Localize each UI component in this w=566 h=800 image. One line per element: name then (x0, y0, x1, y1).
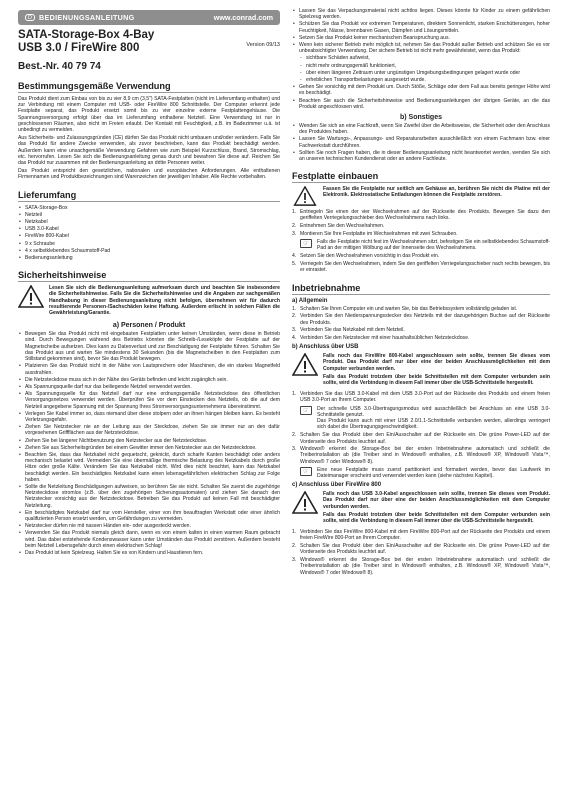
usb-warning-text-1: Falls noch das FireWire 800-Kabel angeschlossen sein sollte, trennen Sie dieses vom Produkt. Das Produkt darf nur über eine der beiden Anschlussmöglichkeiten mit dem Computer verbunden werden. (323, 353, 550, 372)
product-title-line2: USB 3.0 / FireWire 800 (18, 42, 140, 54)
operation-steps-a (292, 306, 550, 342)
list-item: 1. Entriegeln Sie einen der vier Wechselrahmen auf der Rückseite des Produkts. Bewegen Sie dazu den geriffelten Verriegelungsschieber des Wechselrahmens nach links. (292, 209, 550, 222)
usb-note-2 (300, 467, 550, 479)
firewire-warning (292, 491, 550, 526)
list-item: • Ziehen Sie Netzstecker nie an der Leitung aus der Steckdose, ziehen Sie sie immer nur an den dafür vorgesehenen Griffflächen aus der Netzsteckdose. (18, 424, 280, 436)
operation-sub-b: b) Anschluss über USB (292, 344, 359, 351)
usb-warning (292, 353, 550, 388)
safety-warning-text: Lesen Sie sich die Bedienungsanleitung aufmerksam durch und beachten Sie insbesondere die Sicherheitshinweise. Falls Sie die Sicherheitshinweise und die Angaben zur sachgemäßen Handhabung in dieser Bedienungsanleitung nicht befolgen, übernehmen wir für dadurch resultierende Personen-/Sachschäden keine Haftung. Außerdem erlischt in solchen Fällen die Gewährleistung/Garantie. (49, 285, 280, 317)
hand-pointer-icon: ☞ (300, 467, 312, 476)
article-number: Best.-Nr. 40 79 74 (18, 61, 101, 72)
product-header (18, 29, 280, 72)
safety-heading: Sicherheitshinweise (18, 270, 280, 282)
list-item: 3. Verbinden Sie das Netzkabel mit dem Netzteil. (292, 327, 405, 334)
right-column (292, 8, 550, 577)
intended-use-p1: Das Produkt dient zum Einbau von bis zu vier 8,9 cm (3,5") SATA-Festplatten (nicht im Lieferumfang enthalten) und zur Verbindung mit einem Computer mit USB- oder FireWire 800 Schnittstelle. Der Computer erkennt jede Festplatte separat, das Produkt ersetzt somit bis zu vier einzelne externe Festplattengehäuse. Die Spannungsversorgung erfolgt über das im Lieferumfang enthaltene Netzteil. Eine Verwendung ist nur in geschlossenen Räumen, also nicht im Freien erlaubt. Der Kontakt mit Feuchtigkeit, z.B. im Badezimmer u.ä. ist unbedingt zu vermeiden. (18, 96, 280, 134)
list-item: • USB 3.0-Kabel (18, 226, 280, 232)
firewire-steps (292, 529, 550, 575)
list-item: • Setzen Sie das Produkt keiner mechanischen Beanspruchung aus. (292, 35, 550, 41)
list-item: • FireWire 800-Kabel (18, 233, 280, 239)
list-item: • Das Produkt ist kein Spielzeug. Halten Sie es von Kindern und Haustieren fern. (18, 550, 280, 556)
warning-triangle-icon (18, 285, 44, 308)
list-item: • Gehen Sie vorsichtig mit dem Produkt um. Durch Stöße, Schläge oder dem Fall aus bereits geringer Höhe wird es beschädigt. (292, 84, 550, 96)
list-item: • Lassen Sie das Verpackungsmaterial nicht achtlos liegen. Dieses könnte für Kinder zu einem gefährlichen Spielzeug werden. (292, 8, 550, 20)
list-item: • Die Netzsteckdose muss sich in der Nähe des Geräts befinden und leicht zugänglich sein. (18, 377, 280, 383)
intended-use-p3: Das Produkt entspricht den gesetzlichen, nationalen und europäischen Anforderungen. Alle enthaltenen Firmennamen und Produktbezeichnungen sind Warenzeichen der jeweiligen Inhaber. Alle Rechte vorbehalten. (18, 168, 280, 181)
usb-note-text-2: Das Produkt kann auch mit einer USB 2.0/1.1-Schnittstelle verbunden werden, allerdings verringert sich dabei die Übertragungsgeschwindigkeit. (317, 417, 550, 431)
usb-note-text-1: Der schnelle USB 3.0-Übertragungsmodus wird ausschließlich bei Anschluss an eine USB 3.0-Schnittstelle genutzt. (317, 405, 550, 418)
list-item: - über einen längeren Zeitraum unter ungünstigen Umgebungsbedingungen gelagert wurde oder (292, 70, 550, 76)
list-item: • Verwenden Sie das Produkt niemals gleich dann, wenn es von einem kalten in einen warmen Raum gebracht wird. Das dabei entstehende Kondenswasser kann unter Umständen das Produkt zerstören. Außerdem besteht beim Netzteil Lebensgefahr durch einen elektrischen Schlag! (18, 530, 280, 549)
hand-pointer-icon: ☞ (300, 406, 312, 415)
install-warning (292, 186, 550, 206)
version-label: Version 09/13 (246, 42, 280, 48)
list-item: 3. Montieren Sie Ihre Festplatte im Wechselrahmen mit zwei Schrauben. (292, 230, 458, 237)
list-item: • Bedienungsanleitung (18, 255, 280, 261)
list-item: 2. Schalten Sie das Produkt über den Ein/Ausschalter auf der Rückseite ein. Die grüne Power-LED auf der Vorderseite des Produkts leuchtet auf. (292, 543, 550, 556)
list-item: • Als Spannungsquelle für das Netzteil darf nur eine ordnungsgemäße Netzsteckdose des öffentlichen Versorgungsnetzes verwendet werden. Überprüfen Sie vor dem Einstecken des Netzteils, ob die auf dem Netzteil angegebene Spannung mit der Spannung Ihres Stromversorgungsunternehmens übereinstimmt. (18, 391, 280, 410)
manual-icon: D (25, 14, 35, 21)
list-item: • Beachten Sie, dass das Netzkabel nicht gequetscht, geknickt, durch scharfe Kanten beschädigt oder anders mechanisch belastet wird. Vermeiden Sie eine übermäßige thermische Belastung des Netzkabels durch große Hitze oder große Kälte. Verändern Sie das Netzkabel nicht. Wird dies nicht beachtet, kann das Netzkabel beschädigt werden. Ein beschädigtes Netzkabel kann einen lebensgefährlichen elektrischen Schlag zur Folge haben. (18, 452, 280, 483)
list-item: • Verlegen Sie Kabel immer so, dass niemand über diese stolpern oder an ihnen hängen bleiben kann. Es besteht Verletzungsgefahr. (18, 411, 280, 423)
list-item: 5. Verriegeln Sie den Wechselrahmen, indem Sie den geriffelten Verriegelungsschieber nach rechts bewegen, bis er einrastet. (292, 261, 550, 274)
list-item: • Wenn kein sicherer Betrieb mehr möglich ist, nehmen Sie das Produkt außer Betrieb und schützen Sie es vor unbeabsichtigter Verwendung. Der sichere Betrieb ist nicht mehr gewährleistet, wenn das Produkt: (292, 42, 550, 54)
safety-sub-b: b) Sonstiges (399, 114, 442, 122)
list-item: • Sollten Sie noch Fragen haben, die in dieser Bedienungsanleitung nicht beantwortet werden, wenden Sie sich an unseren technischen Kundendienst oder an andere Fachleute. (292, 150, 550, 162)
safety-warning (18, 285, 280, 318)
install-warning-text: Fassen Sie die Festplatte nur seitlich am Gehäuse an, berühren Sie nicht die Platine mit der Elektronik. Elektrostatische Entladungen können die Festplatte zerstören. (323, 186, 550, 199)
list-item: 2. Verbinden Sie den Niederspannungsstecker des Netzteils mit der dazugehörigen Buchse auf der Rückseite des Produkts. (292, 313, 550, 326)
header-title: BEDIENUNGSANLEITUNG (39, 13, 135, 22)
warning-triangle-icon (292, 491, 318, 514)
list-item: - sichtbare Schäden aufweist, (292, 55, 550, 61)
header-bar (18, 10, 280, 25)
list-item: • 9 x Schraube (18, 241, 280, 247)
list-item: 2. Schalten Sie das Produkt über den Ein/Ausschalter auf der Rückseite ein. Die grüne Power-LED auf der Vorderseite des Produkts leuchtet auf. (292, 432, 550, 445)
list-item: - nicht mehr ordnungsgemäß funktioniert, (292, 63, 550, 69)
usb-steps (292, 391, 550, 403)
firewire-warning-text-2: Falls das Produkt trotzdem über beide Schnittstellen mit dem Computer verbunden sein sollte, wird die Verbindung in diesem Fall immer über die USB-Schnittstelle hergestellt. (323, 511, 550, 525)
list-item: • Platzieren Sie das Produkt nicht in der Nähe von Lautsprechern oder Maschinen, die ein starkes Magnetfeld ausstrahlen. (18, 363, 280, 375)
list-item: • Beachten Sie auch die Sicherheitshinweise und Bedienungsanleitungen der übrigen Geräte, an die das Produkt angeschlossen wird. (292, 98, 550, 110)
list-item: • SATA-Storage-Box (18, 205, 280, 211)
usb-warning-text-2: Falls das Produkt trotzdem über beide Schnittstellen mit dem Computer verbunden sein sollte, wird die Verbindung in diesem Fall immer über die USB-Schnittstelle hergestellt. (323, 373, 550, 386)
list-item: • Netzkabel (18, 219, 280, 225)
list-item: • Bewegen Sie das Produkt nicht mit eingebauten Festplatten unter keinen Umständen, wenn diese in Betrieb sind. Durch Bewegungen während des Betriebs könnten die Schreib-/Leseköpfe der Festplatte auf der Magnetscheibe aufsetzen. Dies kann zu Datenverlust und zur Beschädigung der Festplatte führen. Schalten Sie das Produkt aus und warten Sie mindestens 30 Sekunden (bis die Magnetscheiben in den Festplatten zum Stillstand gekommen sind), bevor Sie das Produkt bewegen. (18, 331, 280, 362)
left-column (18, 29, 280, 557)
usb-note-2-text: Eine neue Festplatte muss zuerst partitioniert und formatiert werden, bevor das Laufwerk im Dateimanager erscheint und verwendet werden kann (siehe nächstes Kapitel). (317, 466, 550, 480)
list-item: • Ziehen Sie bei längerer Nichtbenutzung den Netzstecker aus der Netzsteckdose. (18, 438, 280, 444)
delivery-list (18, 205, 280, 262)
safety-sub-a: a) Personen / Produkt (112, 322, 186, 330)
list-item: 4. Setzen Sie den Wechselrahmen vorsichtig in das Produkt ein. (292, 253, 440, 260)
install-steps-2 (292, 253, 550, 273)
hand-pointer-icon: ☞ (300, 239, 312, 248)
safety-list-a-continued (292, 8, 550, 54)
delivery-heading: Lieferumfang (18, 190, 280, 202)
operation-sub-a: a) Allgemein (292, 297, 328, 304)
list-item: • Ziehen Sie aus Sicherheitsgründen bei einem Gewitter immer den Netzstecker aus der Netzsteckdose. (18, 445, 280, 451)
firewire-warning-text-1: Falls noch das USB 3.0-Kabel angeschlossen sein sollte, trennen Sie dieses vom Produkt. Das Produkt darf nur über eine der beiden Anschlussmöglichkeiten mit dem Computer verbunden werden. (323, 491, 550, 510)
safety-list-b (292, 123, 550, 162)
list-item: • Wenden Sie sich an eine Fachkraft, wenn Sie Zweifel über die Arbeitsweise, die Sicherheit oder den Anschluss des Produktes haben. (292, 123, 550, 135)
list-item: 3. Windows® erkennt die Storage-Box bei der ersten Inbetriebnahme automatisch und schließt die Treiberinstallation ab (die Treiber sind in Windows® enthalten, z.B. Windows® XP, Windows® Vista™, Windows® 7 oder Windows® 8). (292, 557, 550, 576)
list-item: • Netzstecker dürfen nie mit nassen Händen ein- oder ausgesteckt werden. (18, 523, 280, 529)
list-item: • Netzteil (18, 212, 280, 218)
operation-sub-c: c) Anschluss über FireWire 800 (292, 482, 382, 489)
safety-list-a-continued-2 (292, 84, 550, 110)
operation-heading: Inbetriebnahme (292, 283, 550, 295)
intended-use-heading: Bestimmungsgemäße Verwendung (18, 81, 280, 93)
list-item: • Schützen Sie das Produkt vor extremen Temperaturen, direktem Sonnenlicht, starken Erschütterungen, hoher Feuchtigkeit, Nässe, brennbaren Gasen, Dämpfen und Lösungsmitteln. (292, 21, 550, 33)
list-item: • Ein beschädigtes Netzkabel darf nur vom Hersteller, einer von ihm beauftragten Werkstatt oder einer ähnlich qualifizierten Person ersetzt werden, um Gefährdungen zu vermeiden. (18, 510, 280, 522)
warning-triangle-icon (292, 353, 318, 376)
list-item: 2. Entnehmen Sie den Wechselrahmen. (292, 223, 385, 230)
intended-use-p2: Aus Sicherheits- und Zulassungsgründen (CE) dürfen Sie das Produkt nicht umbauen und/oder verändern. Falls Sie das Produkt für andere Zwecke verwenden, als zuvor beschrieben, kann das Produkt beschädigt werden. Außerdem kann eine unsachgemäße Verwendung Gefahren wie zum Beispiel Kurzschluss, Brand, Stromschlag, etc. hervorrufen. Lesen Sie sich die Bedienungsanleitung genau durch und bewahren Sie diese auf. Reichen Sie das Produkt nur zusammen mit der Bedienungsanleitung an dritte Personen weiter. (18, 135, 280, 167)
install-heading: Festplatte einbauen (292, 171, 550, 183)
usb-steps-2 (292, 432, 550, 465)
list-item: - erheblichen Transportbelastungen ausgesetzt wurde. (292, 77, 550, 83)
install-note-text: Falls die Festplatte nicht fest im Wechselrahmen sitzt, befestigen Sie ein selbstklebendes Schaumstoff-Pad an der mittigen Wölbung auf der Innenseite des Wechselrahmens. (317, 239, 550, 252)
product-title-line1: SATA-Storage-Box 4-Bay (18, 29, 155, 41)
list-item: • Lassen Sie Wartungs-, Anpassungs- und Reparaturarbeiten ausschließlich von einem Fachmann bzw. einer Fachwerkstatt durchführen. (292, 136, 550, 148)
list-item: 4. Verbinden Sie den Netzstecker mit einer haushaltsüblichen Netzsteckdose. (292, 334, 470, 341)
warning-triangle-icon (292, 186, 318, 206)
list-item: • Sollte die Netzleitung Beschädigungen aufweisen, so berühren Sie sie nicht. Schalten Sie zuerst die zugehörige Netzsteckdose stromlos (z.B. über den zugehörigen Sicherungsautomaten) und ziehen Sie danach den Netzstecker vorsichtig aus der Netzsteckdose. Betreiben Sie das Produkt auf keinen Fall mit beschädigter Netzleitung. (18, 484, 280, 509)
list-item: 3. Windows® erkennt die Storage-Box bei der ersten Inbetriebnahme automatisch und schließt die Treiberinstallation ab (die Treiber sind in Windows® enthalten, z.B. Windows® XP, Windows® Vista™, Windows® 7 oder Windows® 8). (292, 446, 550, 465)
list-item: 1. Schalten Sie Ihren Computer ein und warten Sie, bis das Betriebssystem vollständig geladen ist. (292, 305, 518, 312)
usb-note (300, 406, 550, 431)
header-url[interactable]: www.conrad.com (213, 13, 273, 22)
install-steps (292, 209, 550, 237)
list-item: • 4 x selbstklebendes Schaumstoff-Pad (18, 248, 280, 254)
list-item: • Als Spannungsquelle darf nur das beiliegende Netzteil verwendet werden. (18, 384, 280, 390)
list-item: 1. Verbinden Sie das USB 3.0-Kabel mit dem USB 3.0-Port auf der Rückseite des Produkts und einem freien USB 3.0-Port an Ihrem Computer. (292, 391, 550, 404)
safety-list-a (18, 331, 280, 556)
install-note (300, 239, 550, 251)
list-item: 1. Verbinden Sie das FireWire 800-Kabel mit dem FireWire 800-Port auf der Rückseite des Produkts und einem freien FireWire 800-Port an Ihrem Computer. (292, 529, 550, 542)
safety-sub-list (292, 55, 550, 83)
